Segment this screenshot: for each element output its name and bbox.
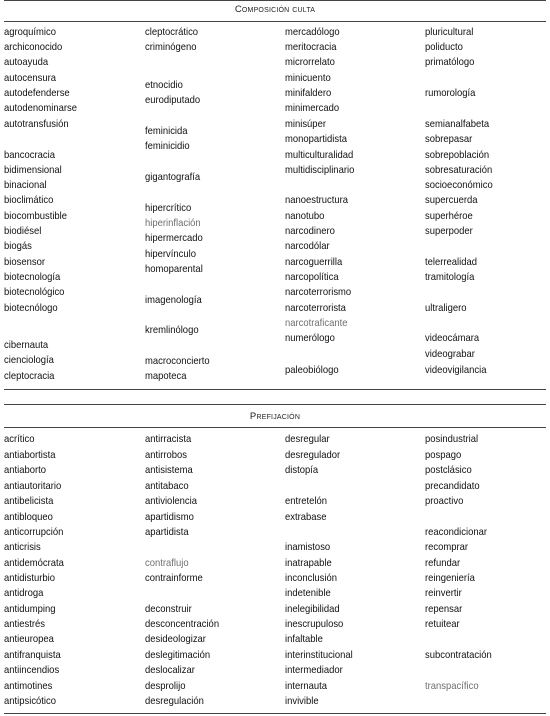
- section-title-composicion-culta: Composición culta: [234, 4, 316, 15]
- word-entry: antipsicótico: [4, 695, 57, 707]
- word-entry: meritocracia: [285, 41, 337, 53]
- section-end-rule: [4, 389, 546, 390]
- word-entry: extrabase: [285, 511, 327, 523]
- word-entry: poliducto: [425, 41, 463, 53]
- word-entry: antiabortista: [4, 449, 56, 461]
- word-entry: criminógeno: [145, 41, 197, 53]
- word-entry: superhéroe: [425, 210, 473, 222]
- word-entry: archiconocido: [4, 41, 63, 53]
- word-entry: bidimensional: [4, 164, 62, 176]
- word-entry: desregular: [285, 433, 330, 445]
- word-entry: videograbar: [425, 348, 475, 360]
- word-entry: narcopolítica: [285, 271, 339, 283]
- word-entry: agroquímico: [4, 26, 57, 38]
- word-entry: repensar: [425, 603, 463, 615]
- word-entry: distopía: [285, 464, 319, 476]
- word-entry: refundar: [425, 557, 461, 569]
- word-entry: antidumping: [4, 603, 56, 615]
- word-entry: cienciología: [4, 354, 54, 366]
- word-entry: bioclimático: [4, 194, 54, 206]
- word-entry: nanotubo: [285, 210, 325, 222]
- word-entry: gigantografía: [145, 171, 201, 183]
- section-end-rule: [4, 713, 546, 714]
- word-entry: inconclusión: [285, 572, 338, 584]
- word-entry: antidroga: [4, 587, 44, 599]
- word-entry: antiautoritario: [4, 480, 62, 492]
- word-entry: binacional: [4, 179, 47, 191]
- word-entry: pluricultural: [425, 26, 474, 38]
- word-entry: antiincendios: [4, 664, 60, 676]
- word-entry: entretelón: [285, 495, 328, 507]
- word-entry: antieuropea: [4, 633, 54, 645]
- word-entry: narcoterrorismo: [285, 286, 352, 298]
- word-entry: numerólogo: [285, 332, 335, 344]
- word-entry: mapoteca: [145, 370, 187, 382]
- word-entry: contrainforme: [145, 572, 203, 584]
- word-entry: deslegitimación: [145, 649, 211, 661]
- word-entry: narcodólar: [285, 240, 330, 252]
- word-entry: anticorrupción: [4, 526, 64, 538]
- word-entry: reinvertir: [425, 587, 462, 599]
- word-entry: rumorología: [425, 87, 476, 99]
- word-entry: videovigilancia: [425, 364, 487, 376]
- word-entry: reingeniería: [425, 572, 475, 584]
- word-entry: internauta: [285, 680, 328, 692]
- word-entry: antimotines: [4, 680, 53, 692]
- top-rule: [4, 0, 546, 1]
- word-entry: contraflujo: [145, 557, 189, 569]
- word-entry: autotransfusión: [4, 118, 69, 130]
- word-entry: hipervínculo: [145, 248, 196, 260]
- word-entry: biotecnológico: [4, 286, 65, 298]
- top-rule: [4, 404, 546, 405]
- word-entry: indetenible: [285, 587, 331, 599]
- word-entry: antibloqueo: [4, 511, 53, 523]
- word-entry: autocensura: [4, 72, 57, 84]
- word-entry: transpacífico: [425, 680, 479, 692]
- word-entry: narcoguerrilla: [285, 256, 343, 268]
- word-entry: antitabaco: [145, 480, 189, 492]
- word-entry: sobrepasar: [425, 133, 473, 145]
- word-entry: etnocidio: [145, 79, 183, 91]
- word-entry: semianalfabeta: [425, 118, 490, 130]
- word-entry: autoayuda: [4, 56, 49, 68]
- word-entry: ultraligero: [425, 302, 467, 314]
- word-entry: sobrepoblación: [425, 149, 490, 161]
- word-entry: antidemócrata: [4, 557, 64, 569]
- word-entry: inatrapable: [285, 557, 332, 569]
- word-entry: antiviolencia: [145, 495, 198, 507]
- word-entry: macroconcierto: [145, 355, 210, 367]
- word-entry: anticrisis: [4, 541, 41, 553]
- word-entry: eurodiputado: [145, 94, 201, 106]
- word-entry: retuitear: [425, 618, 460, 630]
- word-entry: biotecnología: [4, 271, 61, 283]
- word-entry: biotecnólogo: [4, 302, 58, 314]
- word-entry: autodenominarse: [4, 102, 78, 114]
- word-entry: microrrelato: [285, 56, 335, 68]
- word-entry: mercadólogo: [285, 26, 340, 38]
- word-entry: monopartidista: [285, 133, 347, 145]
- word-entry: antirracista: [145, 433, 192, 445]
- word-entry: biocombustible: [4, 210, 68, 222]
- word-entry: minicuento: [285, 72, 331, 84]
- word-entry: antiestrés: [4, 618, 45, 630]
- word-entry: minisúper: [285, 118, 326, 130]
- word-entry: biosensor: [4, 256, 45, 268]
- section-header-rule: [4, 21, 546, 22]
- word-entry: antibelicista: [4, 495, 54, 507]
- word-entry: bancocracia: [4, 149, 55, 161]
- word-entry: inescrupuloso: [285, 618, 344, 630]
- word-entry: desregulación: [145, 695, 204, 707]
- word-entry: apartidista: [145, 526, 189, 538]
- word-entry: intermediador: [285, 664, 343, 676]
- word-entry: imagenología: [145, 294, 202, 306]
- word-entry: inamistoso: [285, 541, 331, 553]
- word-entry: biodiésel: [4, 225, 42, 237]
- word-entry: sobresaturación: [425, 164, 493, 176]
- word-entry: apartidismo: [145, 511, 194, 523]
- word-entry: invivible: [285, 695, 319, 707]
- word-entry: minimercado: [285, 102, 340, 114]
- word-entry: socioeconómico: [425, 179, 493, 191]
- word-entry: reacondicionar: [425, 526, 488, 538]
- word-entry: kremlinólogo: [145, 324, 199, 336]
- word-entry: antifranquista: [4, 649, 61, 661]
- word-entry: narcotraficante: [285, 317, 348, 329]
- word-entry: antirrobos: [145, 449, 188, 461]
- word-entry: primatólogo: [425, 56, 475, 68]
- word-entry: multiculturalidad: [285, 149, 354, 161]
- word-entry: infaltable: [285, 633, 323, 645]
- word-entry: tramitología: [425, 271, 475, 283]
- word-entry: telerrealidad: [425, 256, 478, 268]
- word-entry: hipercrítico: [145, 202, 192, 214]
- word-entry: multidisciplinario: [285, 164, 355, 176]
- word-entry: autodefenderse: [4, 87, 70, 99]
- section-title-prefijacion: Prefijación: [249, 411, 301, 422]
- word-entry: postclásico: [425, 464, 472, 476]
- word-entry: cibernauta: [4, 339, 49, 351]
- word-entry: antidisturbio: [4, 572, 55, 584]
- word-entry: cleptocrático: [145, 26, 199, 38]
- word-entry: deconstruir: [145, 603, 192, 615]
- word-entry: desideologizar: [145, 633, 206, 645]
- word-entry: antiaborto: [4, 464, 47, 476]
- word-entry: videocámara: [425, 332, 480, 344]
- word-entry: narcoterrorista: [285, 302, 346, 314]
- word-entry: hipermercado: [145, 232, 203, 244]
- word-entry: precandidato: [425, 480, 480, 492]
- word-entry: antisistema: [145, 464, 193, 476]
- word-entry: desprolijo: [145, 680, 186, 692]
- word-entry: posindustrial: [425, 433, 479, 445]
- word-entry: recomprar: [425, 541, 469, 553]
- word-entry: supercuerda: [425, 194, 478, 206]
- word-entry: paleobiólogo: [285, 364, 339, 376]
- word-entry: subcontratación: [425, 649, 492, 661]
- word-entry: hiperinflación: [145, 217, 201, 229]
- word-entry: feminicidio: [145, 140, 190, 152]
- word-entry: deslocalizar: [145, 664, 195, 676]
- word-entry: proactivo: [425, 495, 464, 507]
- word-entry: nanoestructura: [285, 194, 349, 206]
- word-entry: cleptocracia: [4, 370, 55, 382]
- word-entry: biogás: [4, 240, 32, 252]
- word-entry: superpoder: [425, 225, 473, 237]
- word-entry: desregulador: [285, 449, 341, 461]
- word-entry: interinstitucional: [285, 649, 353, 661]
- section-header-rule: [4, 427, 546, 428]
- word-entry: narcodinero: [285, 225, 335, 237]
- word-entry: minifaldero: [285, 87, 332, 99]
- word-entry: acrítico: [4, 433, 35, 445]
- word-entry: inelegibilidad: [285, 603, 340, 615]
- word-entry: desconcentración: [145, 618, 220, 630]
- word-entry: homoparental: [145, 263, 203, 275]
- word-entry: pospago: [425, 449, 462, 461]
- word-entry: feminicida: [145, 125, 188, 137]
